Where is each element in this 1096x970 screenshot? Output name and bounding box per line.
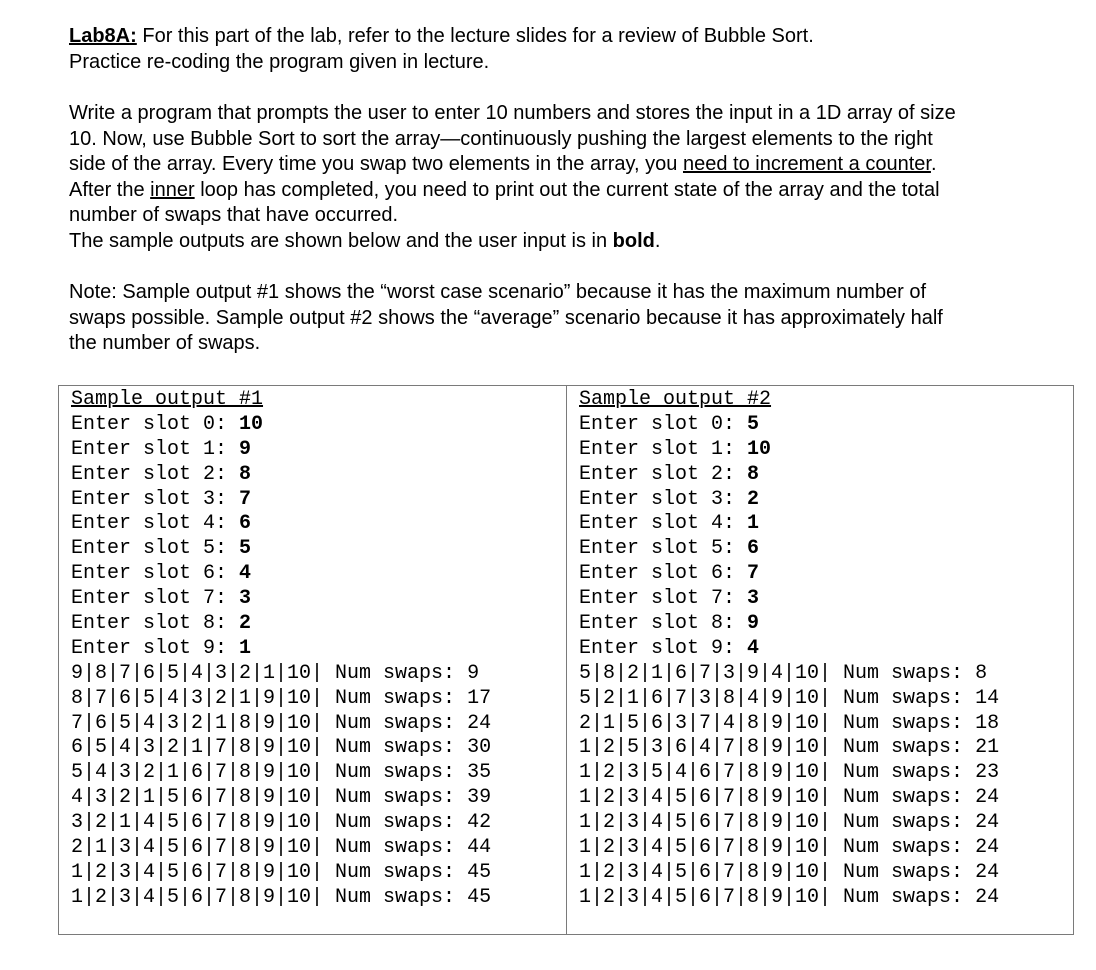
array-state-line: 4|3|2|1|5|6|7|8|9|10| Num swaps: 39 bbox=[71, 786, 492, 810]
input-prompt: Enter slot 1: bbox=[579, 437, 748, 461]
note-line2: swaps possible. Sample output #2 shows the “average” scenario because it has approximately half bbox=[69, 306, 943, 329]
array-state-line: 6|5|4|3|2|1|7|8|9|10| Num swaps: 30 bbox=[71, 736, 492, 760]
array-state-line: 2|1|3|4|5|6|7|8|9|10| Num swaps: 44 bbox=[71, 836, 492, 860]
input-prompt: Enter slot 6: bbox=[71, 562, 240, 586]
input-prompt: Enter slot 7: bbox=[71, 587, 240, 611]
user-input-value: 4 bbox=[747, 636, 760, 660]
user-input-value: 8 bbox=[747, 462, 760, 486]
input-line bbox=[579, 637, 1073, 662]
input-line bbox=[71, 537, 566, 562]
input-line bbox=[71, 512, 566, 537]
input-prompt: Enter slot 2: bbox=[579, 462, 748, 486]
input-prompt: Enter slot 4: bbox=[579, 512, 748, 536]
input-prompt: Enter slot 0: bbox=[71, 412, 240, 436]
input-prompt: Enter slot 7: bbox=[579, 587, 748, 611]
sample-output-2-column bbox=[567, 386, 1073, 934]
user-input-value: 1 bbox=[239, 636, 252, 660]
task-line5: number of swaps that have occurred. bbox=[69, 204, 399, 226]
note-paragraph bbox=[69, 280, 1069, 357]
task-paragraph: Write a program that prompts the user to enter 10 numbers and stores the input in a 1D array of size 10. Now, use Bubble Sort to sort the array—continuously pushing the largest elements to the right side of the array. Every time you swap two elements in the array, you need to increment a counter. After the inner loop has completed, you need to print out the current state of the array and the total number of swaps that have occurred. The sample outputs are shown below and the user input is in bold. bbox=[69, 102, 956, 252]
array-state-line: 3|2|1|4|5|6|7|8|9|10| Num swaps: 42 bbox=[71, 811, 492, 835]
task-line4-underlined: inner bbox=[150, 178, 195, 201]
array-state-line: 2|1|5|6|3|7|4|8|9|10| Num swaps: 18 bbox=[579, 711, 1000, 735]
array-state-line: 1|2|3|5|4|6|7|8|9|10| Num swaps: 23 bbox=[579, 761, 1000, 785]
input-prompt: Enter slot 0: bbox=[579, 412, 748, 436]
lab-heading: Lab8A: bbox=[69, 25, 137, 47]
input-line bbox=[579, 612, 1073, 637]
task-line3: side of the array. Every time you swap two elements in the array, you bbox=[69, 153, 683, 175]
user-input-value: 3 bbox=[239, 587, 252, 611]
task-line1: Write a program that prompts the user to enter 10 numbers and stores the input in a 1D array of size bbox=[69, 102, 956, 124]
array-state-line: 5|8|2|1|6|7|3|9|4|10| Num swaps: 8 bbox=[579, 661, 988, 685]
input-line bbox=[71, 637, 566, 662]
user-input-value: 4 bbox=[239, 562, 252, 586]
user-input-value: 2 bbox=[747, 487, 760, 511]
intro-paragraph bbox=[69, 24, 1069, 75]
input-line bbox=[71, 438, 566, 463]
array-state-line: 5|2|1|6|7|3|8|4|9|10| Num swaps: 14 bbox=[579, 686, 1000, 710]
array-state-line: 1|2|3|4|5|6|7|8|9|10| Num swaps: 45 bbox=[71, 860, 492, 884]
input-line bbox=[579, 438, 1073, 463]
user-input-value: 2 bbox=[239, 612, 252, 636]
task-line6: The sample outputs are shown below and the user input is in bbox=[69, 229, 613, 252]
input-line bbox=[71, 463, 566, 488]
array-state-line: 1|2|3|4|5|6|7|8|9|10| Num swaps: 24 bbox=[579, 786, 1000, 810]
task-line4: After the bbox=[69, 178, 151, 201]
array-state-line: 5|4|3|2|1|6|7|8|9|10| Num swaps: 35 bbox=[71, 761, 492, 785]
input-line bbox=[579, 512, 1073, 537]
sample-output-table bbox=[58, 385, 1074, 935]
array-state-line: 1|2|3|4|5|6|7|8|9|10| Num swaps: 24 bbox=[579, 811, 1000, 835]
input-prompt: Enter slot 5: bbox=[579, 537, 748, 561]
user-input-value: 10 bbox=[747, 437, 772, 461]
input-prompt: Enter slot 6: bbox=[579, 562, 748, 586]
array-state-line: 7|6|5|4|3|2|1|8|9|10| Num swaps: 24 bbox=[71, 711, 492, 735]
input-line bbox=[71, 612, 566, 637]
user-input-value: 3 bbox=[747, 587, 760, 611]
input-prompt: Enter slot 2: bbox=[71, 462, 240, 486]
user-input-value: 9 bbox=[239, 437, 252, 461]
input-prompt: Enter slot 3: bbox=[579, 487, 748, 511]
note-line3: the number of swaps. bbox=[69, 332, 261, 354]
user-input-value: 6 bbox=[747, 537, 760, 561]
array-state-line: 1|2|3|4|5|6|7|8|9|10| Num swaps: 45 bbox=[71, 885, 492, 909]
input-line bbox=[71, 587, 566, 612]
user-input-value: 5 bbox=[747, 412, 760, 436]
sample-output-1-column bbox=[59, 386, 567, 934]
input-line bbox=[579, 587, 1073, 612]
user-input-value: 9 bbox=[747, 612, 760, 636]
input-prompt: Enter slot 1: bbox=[71, 437, 240, 461]
input-prompt: Enter slot 5: bbox=[71, 537, 240, 561]
input-line bbox=[71, 413, 566, 438]
input-prompt: Enter slot 4: bbox=[71, 512, 240, 536]
sample-output-1-title: Sample output #1 bbox=[71, 388, 264, 411]
input-line bbox=[579, 562, 1073, 587]
task-line6-bold: bold bbox=[612, 229, 655, 252]
note-line1: Note: Sample output #1 shows the “worst case scenario” because it has the maximum number of bbox=[69, 281, 927, 303]
input-prompt: Enter slot 9: bbox=[71, 636, 240, 660]
intro-line2: Practice re-coding the program given in lecture. bbox=[69, 50, 490, 73]
input-line bbox=[579, 463, 1073, 488]
array-state-line: 9|8|7|6|5|4|3|2|1|10| Num swaps: 9 bbox=[71, 661, 480, 685]
task-line3-underlined: need to increment a counter bbox=[682, 153, 931, 175]
sample-output-2-title: Sample output #2 bbox=[579, 388, 772, 411]
input-prompt: Enter slot 8: bbox=[71, 612, 240, 636]
lab-document bbox=[69, 24, 1069, 357]
task-line2: 10. Now, use Bubble Sort to sort the array—continuously pushing the largest elements to the right bbox=[69, 127, 933, 150]
input-prompt: Enter slot 8: bbox=[579, 612, 748, 636]
input-prompt: Enter slot 9: bbox=[579, 636, 748, 660]
array-state-line: 1|2|3|4|5|6|7|8|9|10| Num swaps: 24 bbox=[579, 860, 1000, 884]
user-input-value: 5 bbox=[239, 537, 252, 561]
user-input-value: 8 bbox=[239, 462, 252, 486]
input-line bbox=[71, 488, 566, 513]
array-state-line: 1|2|5|3|6|4|7|8|9|10| Num swaps: 21 bbox=[579, 736, 1000, 760]
input-line bbox=[579, 413, 1073, 438]
input-line bbox=[579, 537, 1073, 562]
user-input-value: 6 bbox=[239, 512, 252, 536]
input-line bbox=[71, 562, 566, 587]
input-prompt: Enter slot 3: bbox=[71, 487, 240, 511]
user-input-value: 7 bbox=[747, 562, 760, 586]
input-line bbox=[579, 488, 1073, 513]
array-state-line: 1|2|3|4|5|6|7|8|9|10| Num swaps: 24 bbox=[579, 885, 1000, 909]
intro-line1: For this part of the lab, refer to the lecture slides for a review of Bubble Sort. bbox=[136, 25, 814, 47]
array-state-line: 8|7|6|5|4|3|2|1|9|10| Num swaps: 17 bbox=[71, 686, 492, 710]
user-input-value: 7 bbox=[239, 487, 252, 511]
user-input-value: 1 bbox=[747, 512, 760, 536]
user-input-value: 10 bbox=[239, 412, 264, 436]
array-state-line: 1|2|3|4|5|6|7|8|9|10| Num swaps: 24 bbox=[579, 836, 1000, 860]
